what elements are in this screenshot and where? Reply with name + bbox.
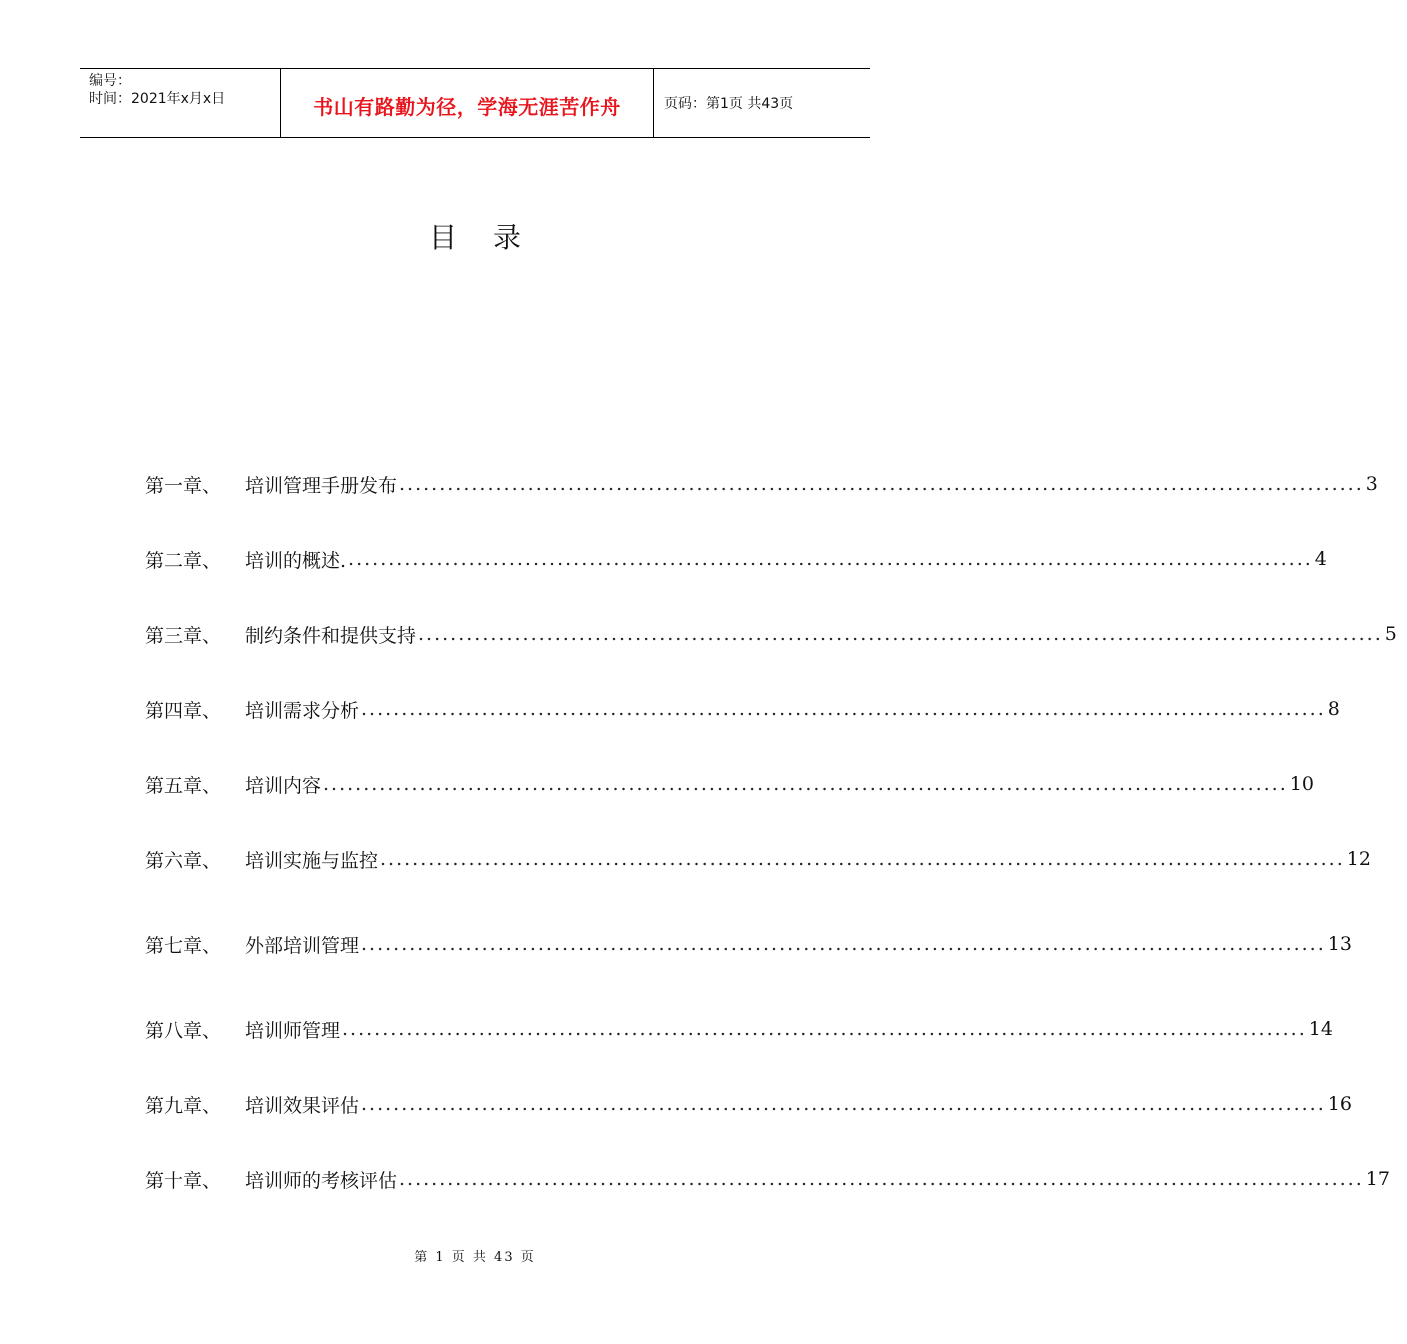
motto-text: 书山有路勤为径，学海无涯苦作舟 <box>313 94 621 119</box>
toc-leader-dots: ........................................................................................................................ <box>380 848 1345 870</box>
toc-chapter: 第七章、 <box>145 934 222 957</box>
toc-title: 培训管理手册发布 <box>245 474 398 497</box>
toc-page-number: 3 <box>1365 473 1378 495</box>
toc-row[interactable] <box>145 844 1371 874</box>
toc-title: 培训的概述. <box>245 549 347 572</box>
toc-row[interactable] <box>145 694 1340 724</box>
toc-chapter: 第十章、 <box>145 1169 222 1192</box>
toc-title: 培训内容 <box>245 774 322 797</box>
header-meta <box>80 69 281 137</box>
toc-page-number: 13 <box>1327 933 1352 955</box>
toc-leader-dots: ........................................................................................................................ <box>323 773 1288 795</box>
page-footer: 第 1 页 共 43 页 <box>414 1250 536 1265</box>
page-info-text: 页码：第1页 共43页 <box>664 96 794 112</box>
toc-row[interactable] <box>145 619 1397 649</box>
number-label: 编号： <box>89 73 131 89</box>
toc-page-number: 14 <box>1308 1018 1333 1040</box>
toc-chapter: 第九章、 <box>145 1094 222 1117</box>
toc-page-number: 5 <box>1384 623 1397 645</box>
toc-page-number: 4 <box>1314 548 1327 570</box>
toc-leader-dots: ........................................................................................................................ <box>361 933 1326 955</box>
toc-leader-dots: ........................................................................................................................ <box>342 1018 1307 1040</box>
toc-title: 外部培训管理 <box>245 934 360 957</box>
toc-title: 培训师管理 <box>245 1019 341 1042</box>
toc-title: 制约条件和提供支持 <box>245 624 417 647</box>
header-motto-cell <box>281 69 654 137</box>
toc-leader-dots: ........................................................................................................................ <box>399 1168 1364 1190</box>
toc-chapter: 第八章、 <box>145 1019 222 1042</box>
toc-chapter: 第六章、 <box>145 849 222 872</box>
toc-chapter: 第四章、 <box>145 699 222 722</box>
toc-chapter: 第一章、 <box>145 474 222 497</box>
toc-chapter: 第二章、 <box>145 549 222 572</box>
toc-page-number: 16 <box>1327 1093 1352 1115</box>
toc-row[interactable] <box>145 769 1314 799</box>
toc-title: 培训效果评估 <box>245 1094 360 1117</box>
toc-row[interactable] <box>145 544 1327 574</box>
toc-row[interactable] <box>145 1014 1333 1044</box>
toc-page-number: 8 <box>1327 698 1340 720</box>
page-header <box>80 68 870 138</box>
toc-page-number: 17 <box>1365 1168 1390 1190</box>
page-title: 目录 <box>428 221 557 254</box>
toc-page-number: 12 <box>1346 848 1371 870</box>
toc-row[interactable] <box>145 1164 1390 1194</box>
toc-title: 培训师的考核评估 <box>245 1169 398 1192</box>
header-page-info <box>654 69 870 137</box>
toc-title: 培训实施与监控 <box>245 849 379 872</box>
toc-row[interactable] <box>145 929 1352 959</box>
toc-row[interactable] <box>145 1089 1352 1119</box>
date-label: 时间：2021年x月x日 <box>89 91 226 107</box>
toc-leader-dots: ........................................................................................................................ <box>418 623 1383 645</box>
toc-leader-dots: ........................................................................................................................ <box>361 698 1326 720</box>
toc-chapter: 第三章、 <box>145 624 222 647</box>
toc-page-number: 10 <box>1289 773 1314 795</box>
toc-row[interactable] <box>145 469 1378 499</box>
toc-leader-dots: ........................................................................................................................ <box>348 548 1313 570</box>
toc-leader-dots: ........................................................................................................................ <box>361 1093 1326 1115</box>
toc-title: 培训需求分析 <box>245 699 360 722</box>
toc-chapter: 第五章、 <box>145 774 222 797</box>
toc-leader-dots: ........................................................................................................................ <box>399 473 1364 495</box>
